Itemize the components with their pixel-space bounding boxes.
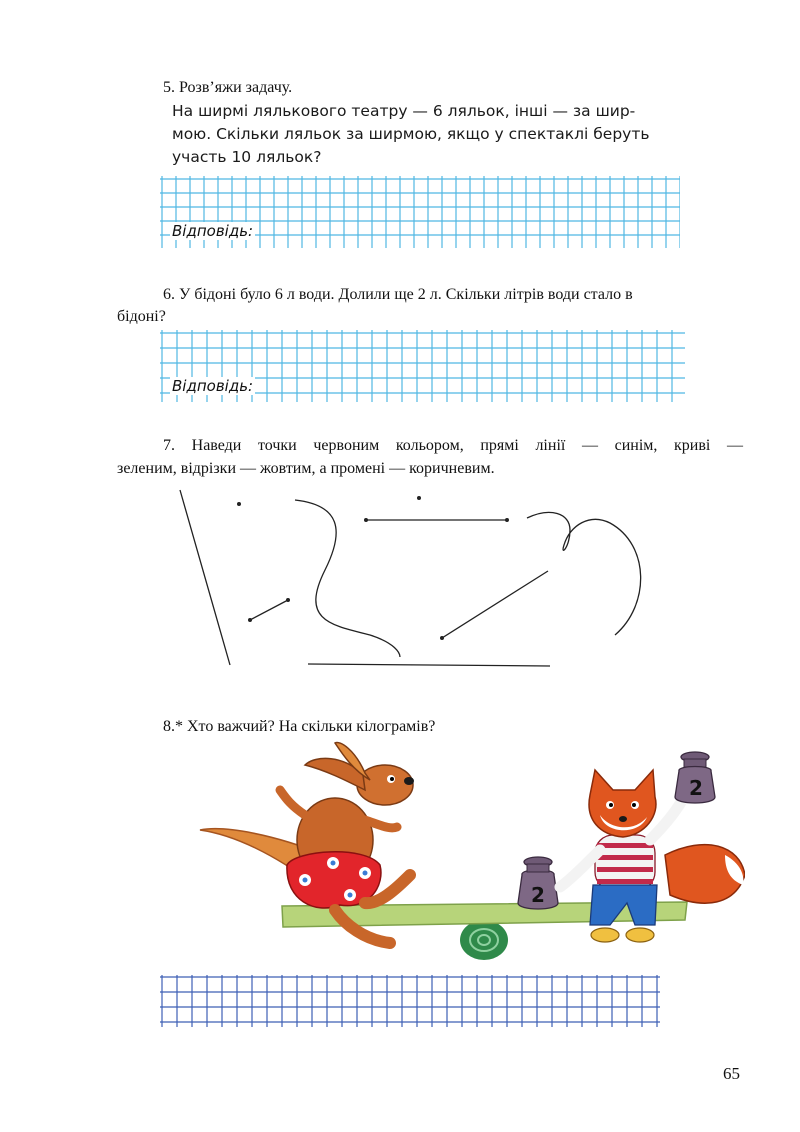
- task5-answer-label: Відповідь:: [172, 222, 254, 240]
- task6-text-line2: бідоні?: [117, 308, 166, 325]
- task5-text-line1: На ширмі лялькового театру — 6 ляльок, інші — за шир-: [172, 102, 636, 120]
- task8-heading: 8.* Хто важчий? На скільки кілограмів?: [163, 718, 436, 735]
- task5-heading: 5. Розв’яжи задачу.: [163, 79, 293, 96]
- task5-text-line3: участь 10 ляльок?: [172, 148, 322, 166]
- segment-small-end-b: [286, 598, 290, 602]
- weight-right: [675, 752, 715, 803]
- task6-answer-label: Відповідь:: [172, 377, 254, 395]
- weight-right-label: 2: [689, 776, 703, 800]
- segment-horizontal-end-a: [364, 518, 368, 522]
- task8-answer-grid[interactable]: [160, 975, 660, 1027]
- point-b[interactable]: [417, 496, 421, 500]
- weight-left: [518, 857, 558, 909]
- fox-head: [589, 770, 656, 837]
- kangaroo-head: [357, 765, 413, 805]
- task5-text-line2: мою. Скільки ляльок за ширмою, якщо у спектаклі беруть: [172, 125, 650, 143]
- straight-line-bottom[interactable]: [308, 664, 550, 666]
- curve-s[interactable]: [295, 500, 400, 657]
- task7-text-line2: зеленим, відрізки — жовтим, а промені — коричневим.: [117, 460, 495, 477]
- task6-text-line1: 6. У бідоні було 6 л води. Долили ще 2 л. Скільки літрів води стало в: [163, 286, 633, 303]
- task7-text-line1: 7. Наведи точки червоним кольором, прямі лінії — синім, криві —: [163, 437, 743, 454]
- straight-line-left[interactable]: [180, 490, 230, 665]
- geometry-figures[interactable]: [160, 485, 660, 675]
- weight-left-label: 2: [531, 883, 545, 907]
- page-number: 65: [723, 1064, 740, 1083]
- ray-diagonal-start: [440, 636, 444, 640]
- kangaroo-fox-seesaw-illustration: [165, 735, 745, 965]
- segment-small[interactable]: [250, 600, 288, 620]
- point-a[interactable]: [237, 502, 241, 506]
- segment-small-end-a: [248, 618, 252, 622]
- seesaw-pivot: [460, 920, 508, 960]
- segment-horizontal-end-b: [505, 518, 509, 522]
- ray-diagonal[interactable]: [442, 571, 548, 638]
